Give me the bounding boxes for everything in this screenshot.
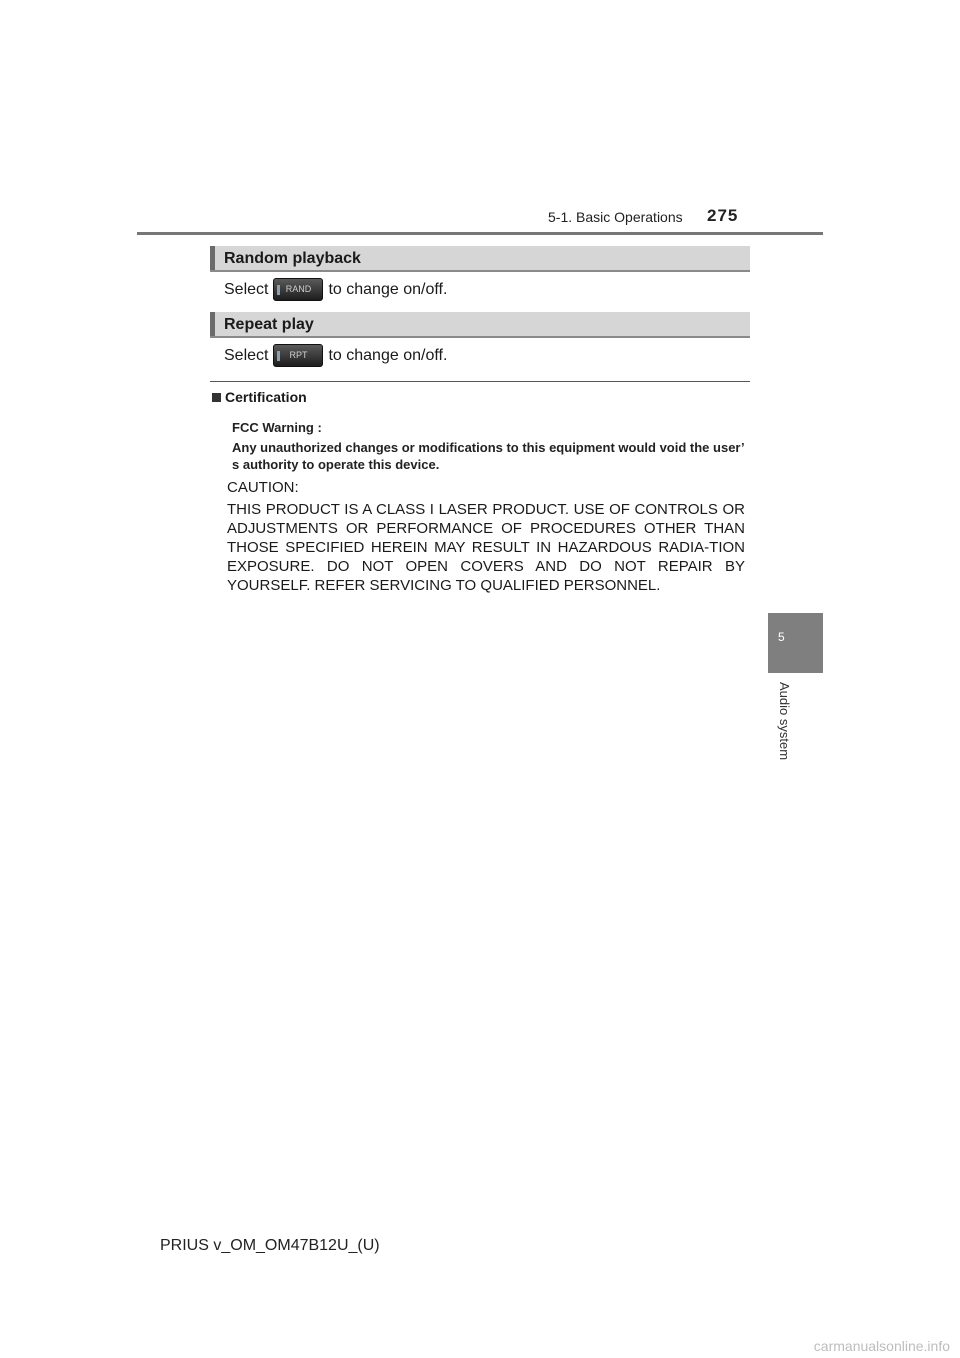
header-rule [137, 232, 823, 235]
repeat-play-heading-text: Repeat play [224, 316, 314, 333]
fcc-warning-title: FCC Warning : [232, 420, 322, 435]
indicator-icon [277, 285, 280, 295]
heading-accent [210, 312, 215, 336]
select-text: Select [224, 280, 269, 298]
square-bullet-icon [212, 393, 221, 402]
watermark: carmanualsonline.info [813, 1338, 950, 1354]
certification-heading [212, 389, 307, 405]
random-playback-instruction [224, 278, 447, 301]
indicator-icon [277, 351, 280, 361]
rpt-button-label: RPT [289, 350, 308, 360]
rand-button-icon [273, 278, 323, 301]
fcc-warning-line-2: s authority to operate this device. [232, 457, 440, 472]
page-number: 275 [707, 206, 739, 225]
repeat-play-instruction [224, 344, 447, 367]
select-text: Select [224, 346, 269, 364]
repeat-play-heading [210, 312, 750, 338]
random-playback-heading [210, 246, 750, 272]
caution-label: CAUTION: [227, 479, 299, 496]
chapter-label: Audio system [777, 682, 792, 761]
rand-button-label: RAND [285, 284, 312, 294]
section-title: 5-1. Basic Operations [548, 209, 683, 225]
rpt-button-icon [273, 344, 323, 367]
change-text: to change on/off. [328, 346, 448, 364]
chapter-number: 5 [778, 630, 785, 644]
certification-heading-text: Certification [225, 389, 307, 405]
change-text: to change on/off. [328, 280, 448, 298]
caution-text: THIS PRODUCT IS A CLASS I LASER PRODUCT. USE OF CONTROLS OR ADJUSTMENTS OR PERFORMANCE OF PROCEDURES OTHER THAN THOSE SPECIFIED HEREIN MAY RESULT IN HAZARDOUS RADIA-TION EXPOSURE. DO NOT OPEN COVERS AND DO NOT REPAIR BY YOURSELF. REFER SERVICING TO QUALIFIED PERSONNEL. [227, 501, 745, 594]
chapter-tab [768, 613, 823, 673]
random-playback-heading-text: Random playback [224, 250, 361, 267]
heading-accent [210, 246, 215, 270]
section-divider [210, 381, 750, 382]
fcc-warning-line-1: Any unauthorized changes or modifications to this equipment would void the user’ [232, 440, 745, 455]
document-id: PRIUS v_OM_OM47B12U_(U) [160, 1237, 380, 1254]
